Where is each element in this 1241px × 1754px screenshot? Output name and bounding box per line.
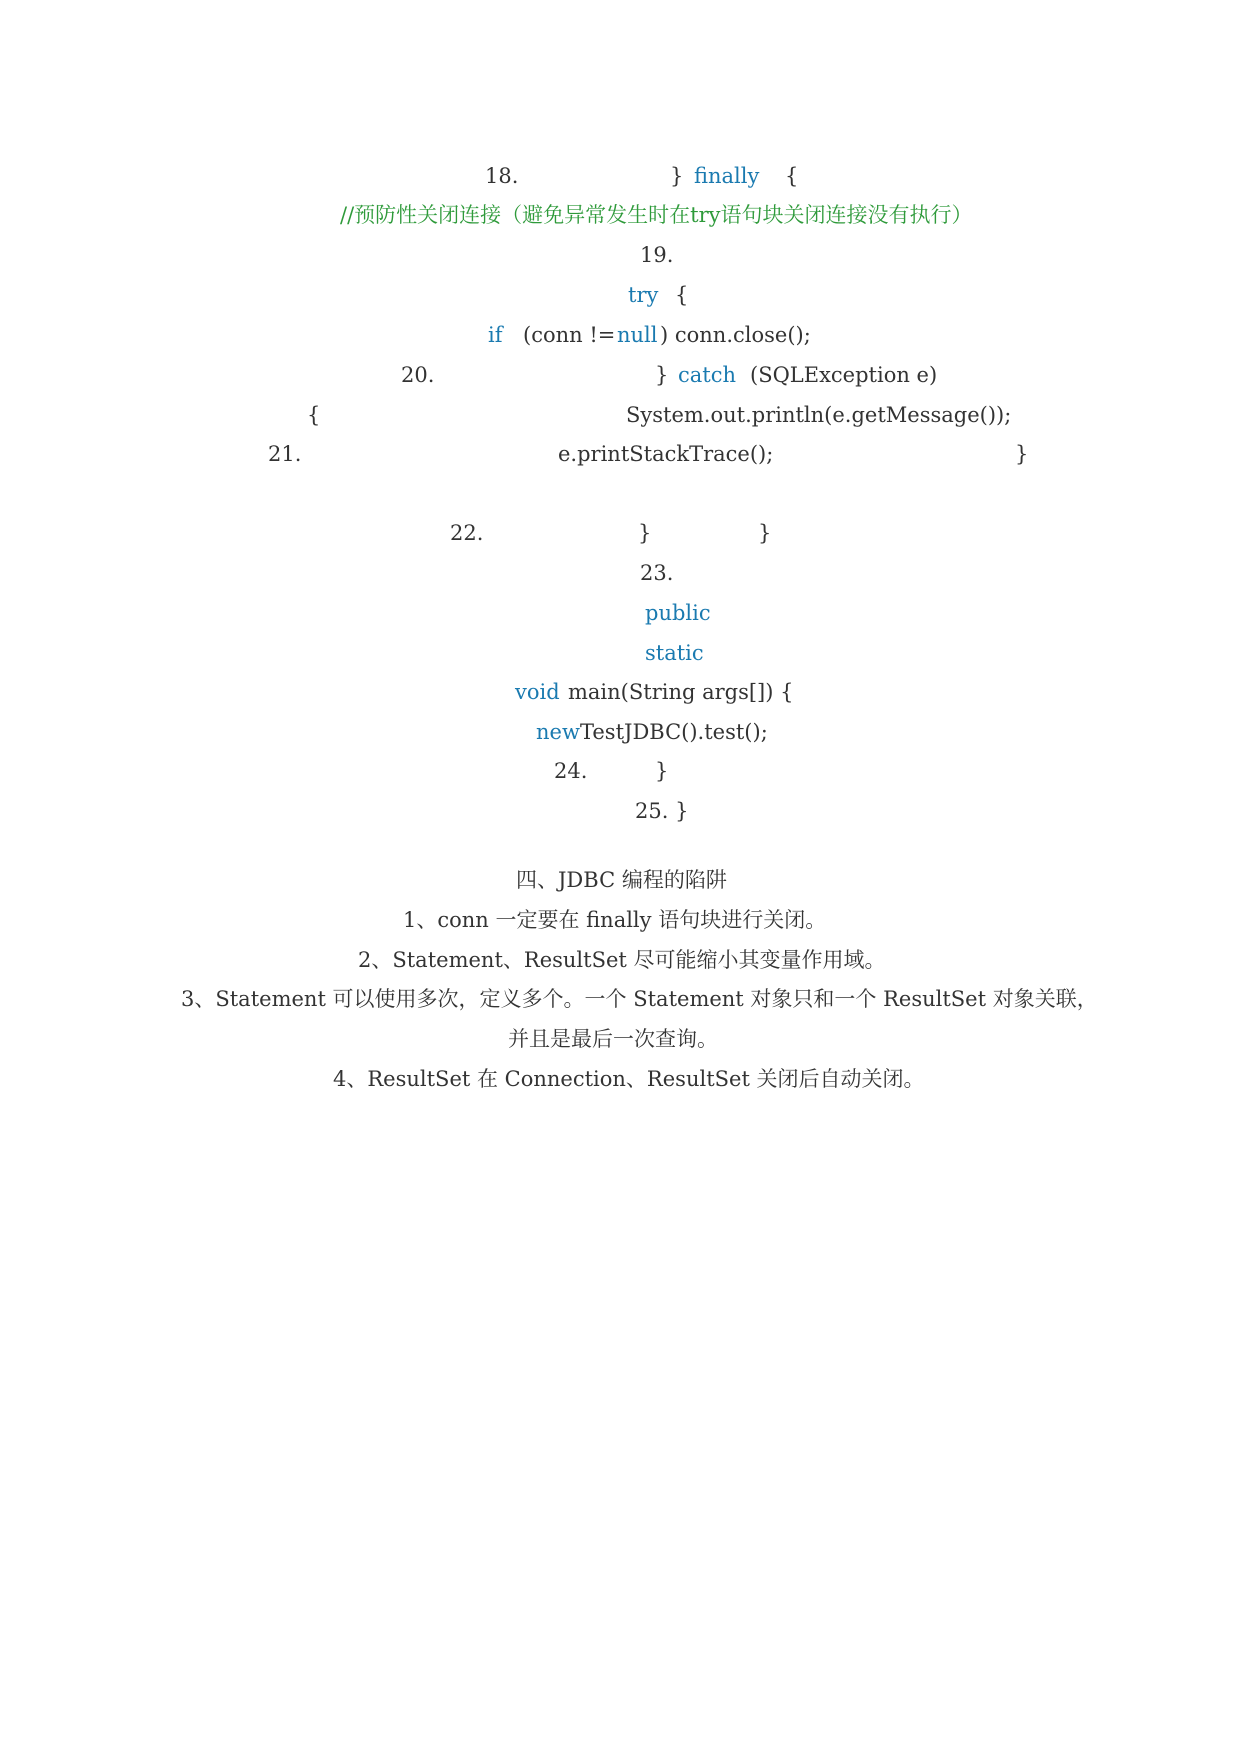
line-number-23: 23. [640,561,674,585]
close-brace: } [655,759,669,783]
open-brace: { [307,403,321,427]
new-statement: TestJDBC().test(); [580,720,768,744]
section-heading: 四、JDBC 编程的陷阱 [516,868,727,892]
main-signature: main(String args[]) { [568,680,794,704]
close-brace: } [1015,442,1029,466]
close-brace: } [655,363,669,387]
line-number-22: 22. [450,521,484,545]
keyword-public: public [645,601,711,625]
keyword-null: null [617,323,658,347]
line-number-19: 19. [640,243,674,267]
list-item: 1、conn 一定要在 finally 语句块进行关闭。 [403,908,827,932]
close-statement: ) conn.close(); [660,323,811,347]
keyword-catch: catch [678,363,737,387]
if-condition: (conn != [523,323,616,347]
close-brace: } [638,521,652,545]
stacktrace-statement: e.printStackTrace(); [558,442,774,466]
line-number-18: 18. [485,164,519,188]
line-number-21: 21. [268,442,302,466]
open-brace: { [785,164,799,188]
line-number-20: 20. [401,363,435,387]
keyword-new: new [536,720,580,744]
line-number-24: 24. [554,759,588,783]
keyword-try: try [628,283,659,307]
line-number-25: 25. } [635,799,689,823]
open-brace: { [675,283,689,307]
list-item: 2、Statement、ResultSet 尽可能缩小其变量作用域。 [358,948,886,972]
list-item: 4、ResultSet 在 Connection、ResultSet 关闭后自动关闭。 [333,1067,925,1091]
list-item-continuation: 并且是最后一次查询。 [508,1027,718,1051]
keyword-if: if [488,323,503,347]
list-item: 3、Statement 可以使用多次，定义多个。一个 Statement 对象只和一个 ResultSet 对象关联， [181,987,1098,1011]
println-statement: System.out.println(e.getMessage()); [626,403,1012,427]
keyword-finally: finally [694,164,760,188]
close-brace: } [670,164,684,188]
code-comment: //预防性关闭连接（避免异常发生时在try语句块关闭连接没有执行） [340,203,973,227]
catch-argument: (SQLException e) [750,363,938,387]
keyword-void: void [515,680,560,704]
keyword-static: static [645,641,704,665]
close-brace: } [758,521,772,545]
